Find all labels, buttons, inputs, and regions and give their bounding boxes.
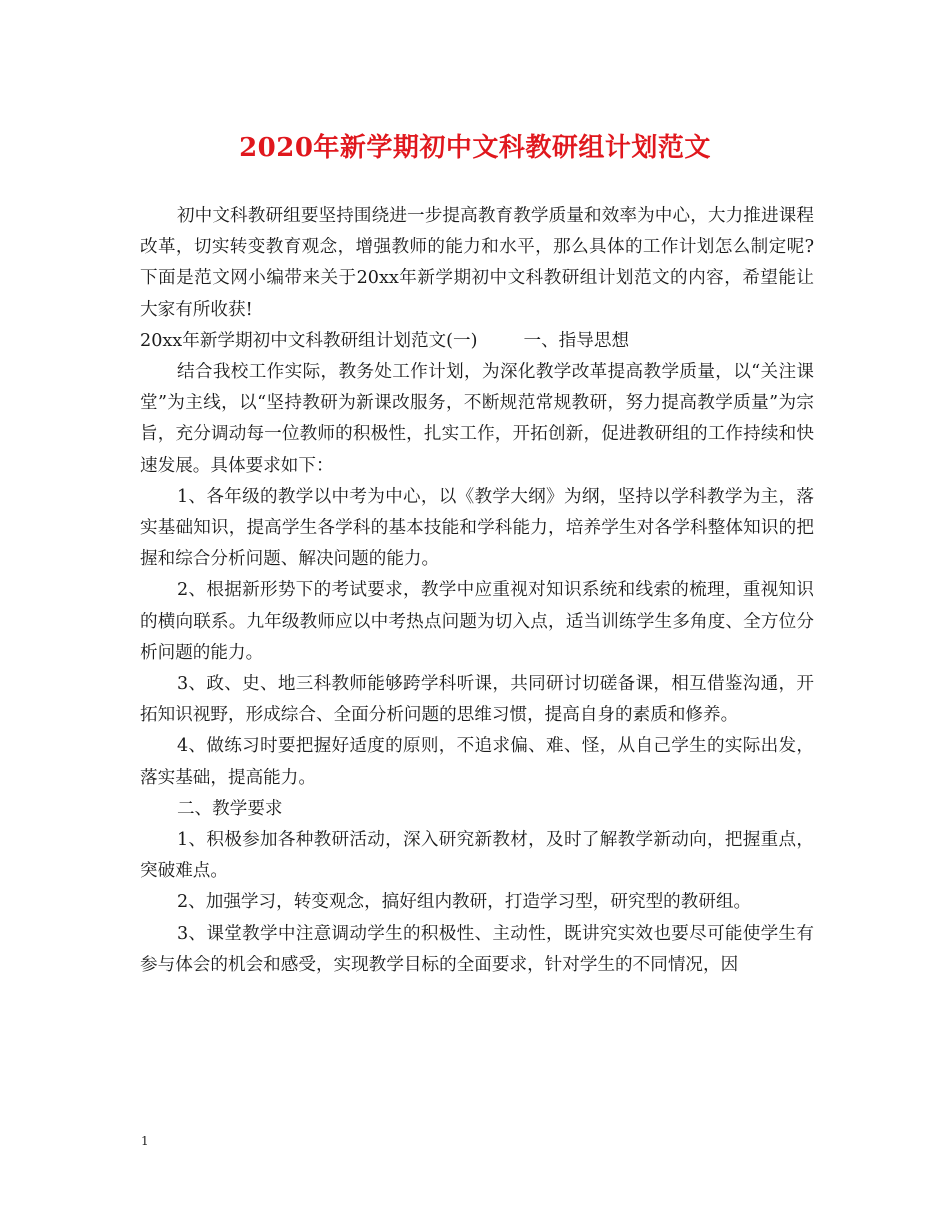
document-title: 2020年新学期初中文科教研组计划范文: [239, 133, 711, 163]
section-heading-guiding-thought: 一、指导思想: [523, 330, 630, 351]
section-heading-teaching-requirements: 二、教学要求: [176, 798, 283, 819]
subtitle-line: [140, 326, 814, 357]
list-item: 3、政、史、地三科教师能够跨学科听课，共同研讨切磋备课，相互借鉴沟通，开拓知识视野，形成综合、全面分析问题的思维习惯，提高自身的素质和修养。: [140, 674, 814, 726]
subtitle-text: 20xx年新学期初中文科教研组计划范文(一): [140, 330, 478, 351]
document-body: [140, 201, 814, 981]
page-number: 1: [141, 1134, 149, 1148]
list-item: 2、加强学习，转变观念，搞好组内教研，打造学习型，研究型的教研组。: [176, 892, 752, 913]
intro-paragraph: 初中文科教研组要坚持围绕进一步提高教育教学质量和效率为中心，大力推进课程改革，切实转变教育观念，增强教师的能力和水平，那么具体的工作计划怎么制定呢?下面是范文网小编带来关于20xx年新学期初中文科教研组计划范文的内容，希望能让大家有所收获!: [140, 206, 814, 320]
guiding-thought-paragraph: 结合我校工作实际，教务处工作计划，为深化教学改革提高教学质量，以“关注课堂”为主线，以“坚持教研为新课改服务，不断规范常规教研，努力提高教学质量”为宗旨，充分调动每一位教师的积极性，扎实工作，开拓创新，促进教研组的工作持续和快速发展。具体要求如下：: [140, 362, 814, 476]
list-item: 2、根据新形势下的考试要求，教学中应重视对知识系统和线索的梳理，重视知识的横向联系。九年级教师应以中考热点问题为切入点，适当训练学生多角度、全方位分析问题的能力。: [140, 580, 814, 663]
list-item: 1、各年级的教学以中考为中心，以《教学大纲》为纲，坚持以学科教学为主，落实基础知识，提高学生各学科的基本技能和学科能力，培养学生对各学科整体知识的把握和综合分析问题、解决问题的能力。: [140, 486, 814, 570]
list-item: 3、课堂教学中注意调动学生的积极性、主动性，既讲究实效也要尽可能使学生有参与体会的机会和感受，实现教学目标的全面要求，针对学生的不同情况，因: [140, 923, 814, 975]
list-item: 4、做练习时要把握好适度的原则，不追求偏、难、怪，从自己学生的实际出发，落实基础，提高能力。: [140, 736, 814, 788]
list-item: 1、积极参加各种教研活动，深入研究新教材，及时了解教学新动向，把握重点，突破难点。: [140, 830, 814, 882]
